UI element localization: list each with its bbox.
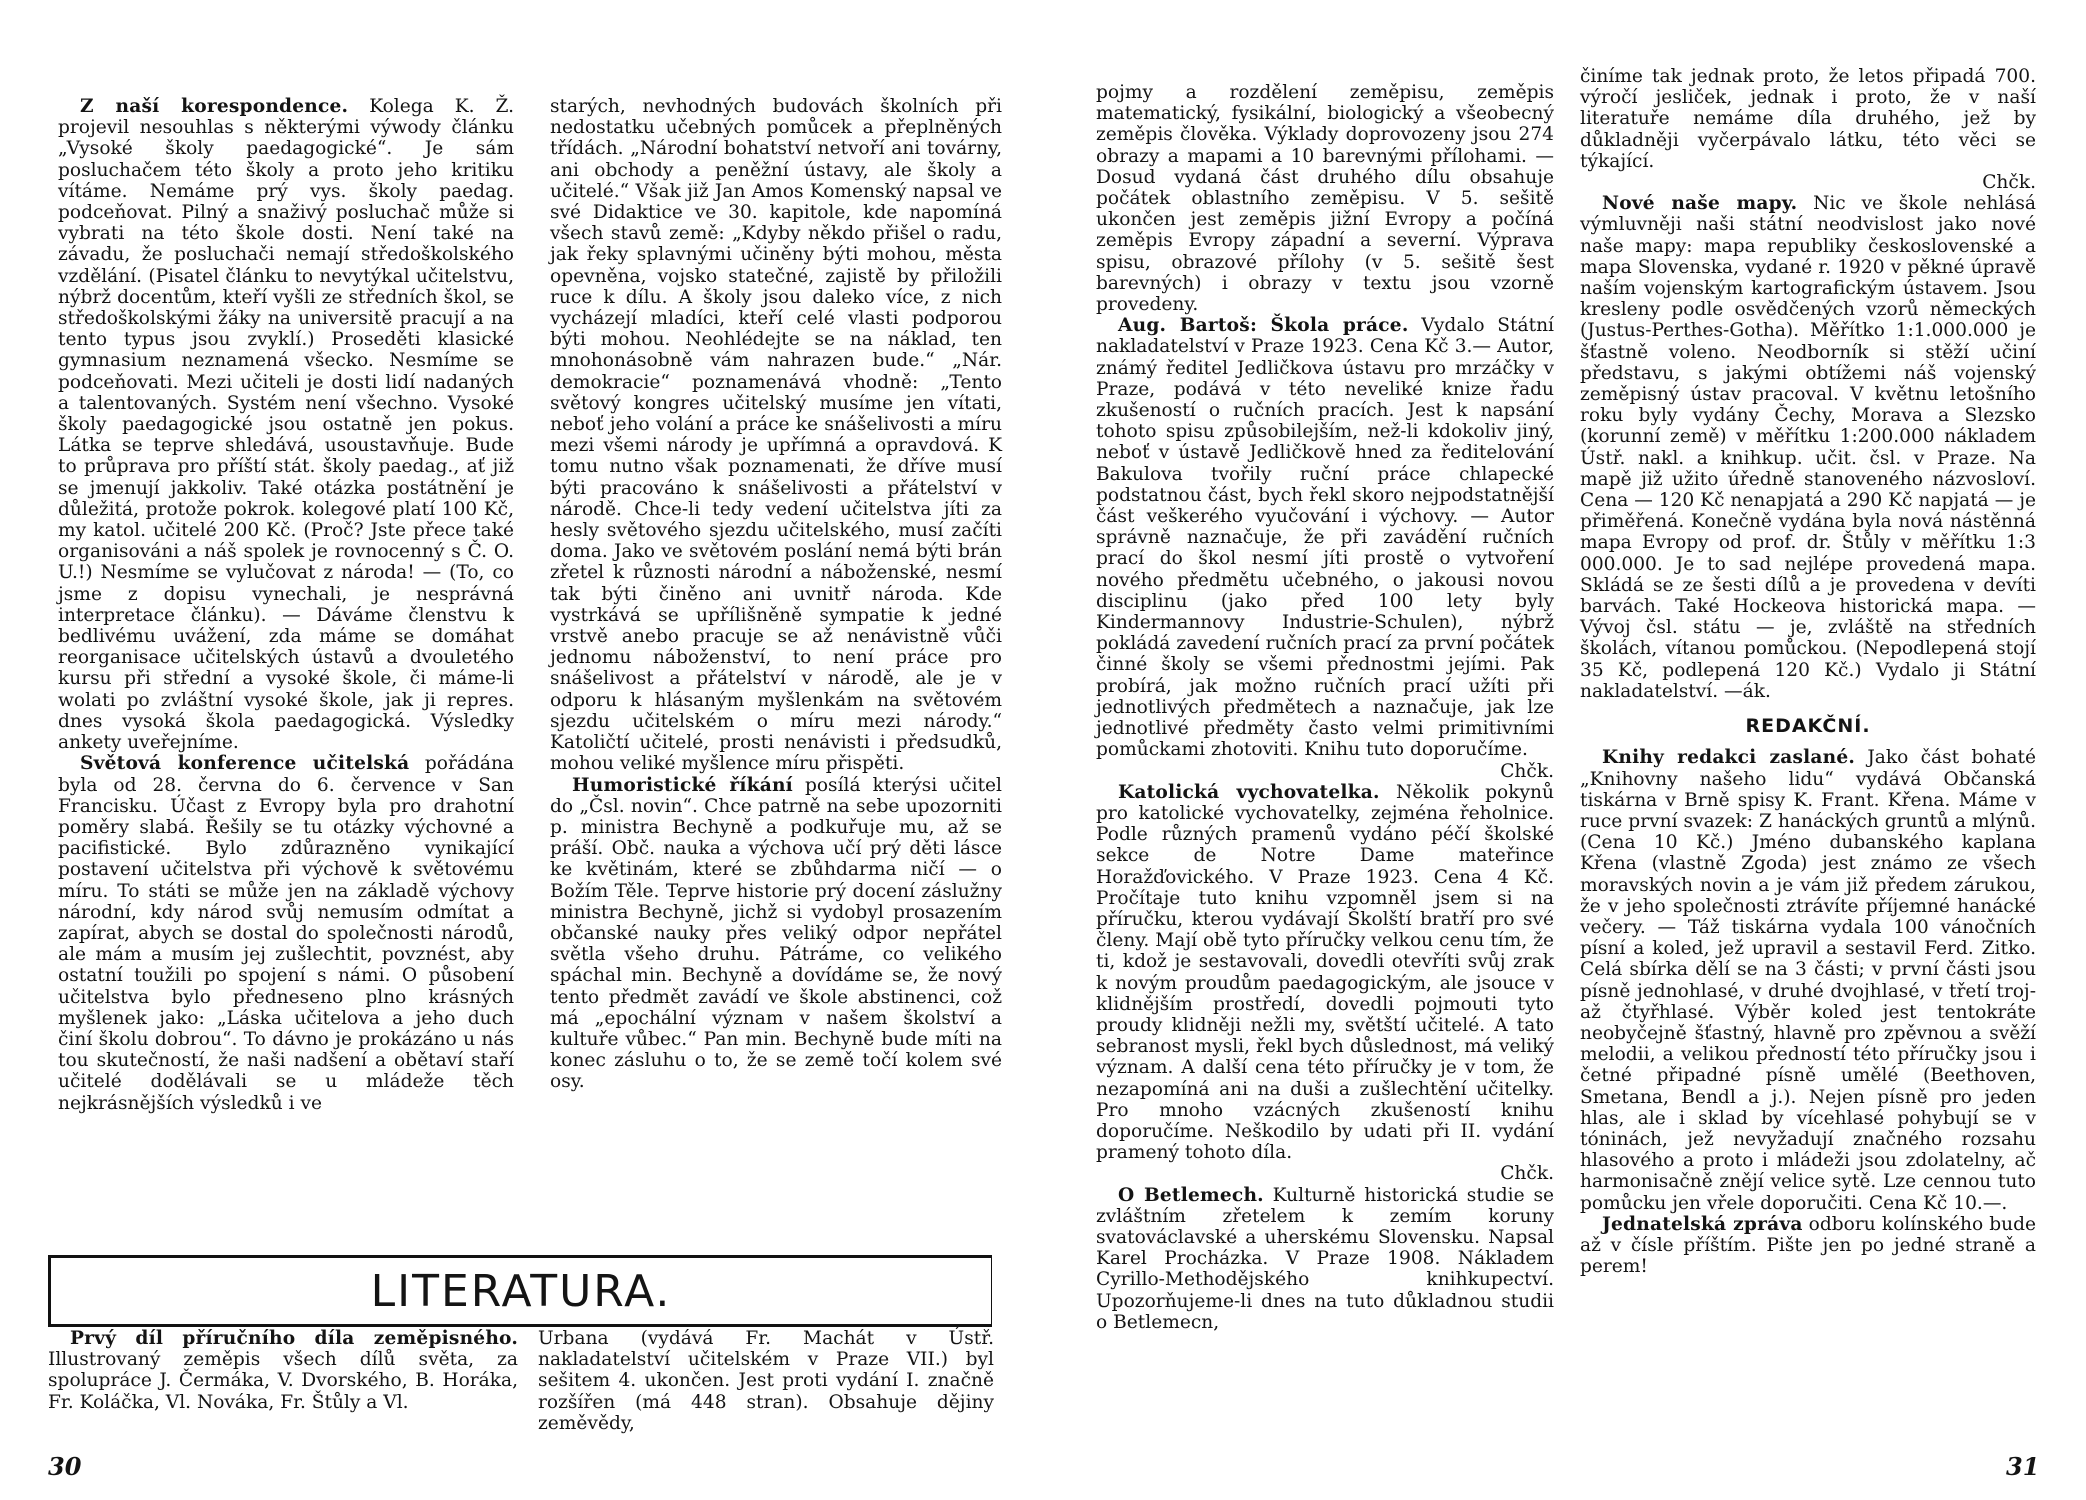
left-col1-paragraph — [58, 96, 514, 753]
lit-column-1 — [48, 1328, 518, 1413]
right-column-2 — [1580, 66, 2036, 1277]
right-col1-paragraph — [1096, 782, 1554, 1164]
left-col2-paragraph — [550, 775, 1002, 1093]
right-col1-signature: Chčk. — [1500, 1163, 1554, 1185]
left-col2-paragraph — [550, 96, 1002, 775]
lit-col1-head: Prvý díl příručního díla zeměpisného. — [70, 1328, 518, 1349]
left-col2-text: starých, nevhodných budovách školních při nedostatku učebných pomůcek a přeplněných třídách. „Národní bohatství netvoří ani továrny, ani obchody a peněžní ústavy, ale školy a učitelé.“ Však již Jan Amos Komenský napsal ve své Didaktice ve 30. kapitole, kde napomíná všech stavů země: „Kdyby někdo přišel o radu, jak řeky splavnými učiněny býti mohou, města opevněna, vojsko statečné, zajistě by přiložili ruce k dílu. A školy jsou daleko více, z nich vycházejí mladíci, kteří celé vlasti podporou býti mohou. Neohlédejte se na náklad, ten mnohonásobně vám nahrazen bude.“ „Nár. demokracie“ poznamenává vhodně: „Tento světový kongres učitelský musíme jen vítati, neboť jeho volání a práce ke snášelivosti a míru mezi všemi národy je upřímná a opravdová. K tomu nutno však poznamenati, že dříve musí býti pracováno k snášelivosti a přátelství v národě. Chce-li tedy vedení učitelstva jíti za hesly světového sjezdu učitelského, musí začíti doma. Jako ve světovém poslání nemá býti brán zřetel k různosti národní a náboženské, nesmí tak býti činěno ani uvnitř národa. Kde vystrkává se upřílišněně sympatie k jedné vrstvě anebo pracuje se až nenávistně vůči jednomu náboženství, to není práce pro snášelivost a přátelství v národě, ale je v odporu k hlásaným myšlenkám na světovém sjezdu učitelském o míru mezi národy.“ Katoličtí učitelé, prosti nenávisti i předsudků, mohou veliké myšlence míru přispěti. — [550, 96, 1002, 775]
redakcni-heading: REDAKČNÍ. — [1745, 715, 1871, 738]
lit-column-2 — [538, 1328, 994, 1434]
left-page — [0, 0, 1040, 1500]
right-col1-text: Několik pokynů pro katolické vychovatelky, zejména řeholnice. Podle různých pramenů vydáno péčí školské sekce de Notre Dame mateřince Horažďovického. V Praze 1923. Cena 4 Kč. Pročítaje tuto knihu vzpomněl jsem si na příručku, kterou vydávají Školští bratří pro své členy. Mají obě tyto příručky velkou cenu tím, že ti, kdož je sestavovali, dovedli otevříti svůj zrak k novým proudům paedagogickým, ale jsouce v klidnějším prostředí, dovedli pojmouti tyto proudy klidněji nežli my, světští učitelé. A tato sebranost mysli, řekl bych důslednost, má veliký význam. A další cena této příručky je v tom, že nezapomíná ani na duši a zušlechtění učitelky. Pro mnoho vzácných zkušeností knihu doporučíme. Neškodilo by udati při II. vydání pramený tohoto díla. — [1096, 781, 1554, 1164]
literatura-title: LITERATURA. — [370, 1266, 672, 1317]
left-column-2 — [550, 96, 1002, 1093]
right-col2b-text: odboru kolínského bude až v čísle příštím. Pište jen po jedné straně a perem! — [1580, 1213, 2037, 1278]
right-col1-signature: Chčk. — [1500, 760, 1554, 782]
left-col2-heading: Humoristické říkání — [572, 774, 793, 796]
left-col2-text: posílá kterýsi učitel do „Čsl. novin“. Chce patrně na sebe upozorniti p. ministra Bechyně a podkuřuje mu, až se práší. Obč. nauka a výchova učí prý děti lásce ke květinám, které se zbůhdarma ničí — o Božím Těle. Teprve historie prý docení záslužny ministra Bechyně, jichž si vydobyl prosazením občanské nauky přes veliký odpor nepřátel světla všeho druhu. Pátráme, co velikého spáchal min. Bechyně a dovídáme se, že nový tento předmět zavádí ve škole abstinenci, což má „epochální význam v našem školství a kultuře vůbec.“ Pan min. Bechyně bude míti na konec zásluhu o to, že se země točí kolem své osy. — [550, 774, 1002, 1093]
lit-col2-text: Urbana (vydává Fr. Machát v Ústř. nakladatelství učitelském v Praze VII.) byl sešitem 4. ukončen. Jest proti vydání I. značně rozšířen (má 448 stran). Obsahuje dějiny zeměvědy, — [538, 1328, 994, 1434]
page-number-left: 30 — [48, 1452, 82, 1481]
right-col1-text: Vydalo Státní nakladatelství v Praze 1923. Cena Kč 3.— Autor, známý ředitel Jedličkova ústavu pro mrzáčky v Praze, podává v této neveliké knize řadu zkušeností o ručních pracích. Jest k napsání tohoto spisu způsobilejším, než-li kdokoliv jiný, neboť v ústavě Jedličkově hned za ředitelování Bakulova tvořily ruční práce chlapecké podstatnou část, bych řekl skoro nejpodstatnější část veškerého vyučování i výchovy. — Autor správně naznačuje, že při zavádění ručních prací do škol nesmí jíti prostě o vytvoření nového předmětu učebného, o jakousi novou disciplinu (jako před 100 lety byly Kindermannovy Industrie-Schulen), nýbrž pokládá zavedení ručních prací za první počátek činné školy se všemi přednostmi jejími. Pak probírá, jak možno ručních prací užíti při jednotlivých předmětech a naznačuje, jak lze jednotlivé předměty často velmi primitivními pomůckami zhotoviti. Knihu tuto doporučíme. — [1096, 315, 1554, 761]
left-col1-paragraph — [58, 753, 514, 1113]
right-col2-paragraph — [1580, 66, 2036, 172]
right-col2-signature: Chčk. — [1982, 172, 2036, 194]
left-col1-text: pořádána byla od 28. června do 6. července v San Francisku. Účast z Evropy byla pro drahotní poměry slabá. Řešily se tu otázky výchovné a pacifistické. Bylo zdůrazněno vynikající postavení učitelstva při výchově k světovému míru. To státi se může jen na základě výchovy národní, kdy národ svůj nemusím odmítat a zapírat, abych se dostal do společnosti národů, ale mám a musím jej zušlechtit, povznést, aby ostatní toužili po spojení s námi. O působení učitelstva bylo předneseno plno krásných myšlenek jako: „Láska učitelova a jeho duch činí školu dobrou“. To dávno je prokázáno u nás tou skutečností, že naši nadšení a obětaví staří učitelé dodělávali se u mládeže těch nejkrásnějších výsledků i ve — [58, 753, 515, 1114]
left-column-1 — [58, 96, 514, 1114]
right-col2b-paragraph — [1580, 747, 2036, 1213]
right-col2b-heading: Knihy redakci zaslané. — [1602, 747, 1856, 769]
right-col1-heading: Katolická vychovatelka. — [1118, 781, 1380, 803]
right-col1-paragraph — [1096, 1185, 1554, 1333]
right-col2-heading: Nové naše mapy. — [1602, 193, 1798, 215]
right-col1-paragraph — [1096, 315, 1554, 760]
right-column-1 — [1096, 82, 1554, 1333]
right-col2-paragraph — [1580, 193, 2036, 702]
right-col1-heading: O Betlemech. — [1118, 1184, 1264, 1206]
right-col2b-paragraph — [1580, 1214, 2036, 1278]
right-col2b-heading: Jednatelská zpráva — [1602, 1213, 1803, 1235]
right-col1-heading: Aug. Bartoš: Škola práce. — [1118, 315, 1409, 337]
literatura-banner — [48, 1255, 992, 1327]
page-number-right: 31 — [2006, 1452, 2040, 1481]
left-col1-heading: Z naší korespondence. — [80, 96, 349, 117]
right-col2-text: činíme tak jednak proto, že letos připadá 700. výročí jesliček, jednak i proto, že v naší literatuře nemáme díla druhého, jež by důkladněji vyčerpávalo látku, této věci se týkající. — [1580, 66, 2036, 172]
left-col1-heading: Světová konference učitelská — [80, 753, 410, 775]
right-col2-text: Nic ve škole nehlásá výmluvněji naši státní neodvislost jako nové naše mapy: mapa republiky československé a mapa Slovenska, vydané r. 1920 v pěkné úpravě naším vojenským kartografickým ústavem. Jsou kresleny podle osvědčených vzorů německých (Justus-Perthes-Gotha). Měřítko 1:1.000.000 je šťastně voleno. Neodborník si stěží učiní představu, s jakými obtížemi náš vojenský zeměpisný ústav pracoval. V květnu letošního roku byly vydány Čechy, Morava a Slezsko (korunní země) v měřítku 1:200.000 nákladem Ústř. nakl. a knihkup. učit. čsl. v Praze. Na mapě již užito úředně stanoveného názvosloví. Cena — 120 Kč nenapjatá a 290 Kč napjatá — je přiměřená. Konečně vydána byla nová nástěnná mapa Evropy od prof. dr. Štůly v měřítku 1:3 000.000. Je to sad nejlépe provedená mapa. Skládá se ze šesti dílů a je provedena v devíti barvách. Také Hockeova historická mapa. — Vývoj čsl. státu — je, zvláště na středních školách, vítanou pomůckou. (Nepodlepená stojí 35 Kč, podlepená 120 Kč.) Vydalo ji Státní nakladatelství. —ák. — [1580, 193, 2036, 702]
lit-col1-text: Illustrovaný zeměpis všech dílů světa, za spolupráce J. Čermáka, V. Dvorského, B. Horáka, Fr. Koláčka, Vl. Nováka, Fr. Štůly a Vl. — [48, 1349, 518, 1413]
right-page — [1040, 0, 2086, 1500]
left-col1-text: Kolega K. Ž. projevil nesouhlas s některými výwody článku „Vysoké školy paedagogické“. Je sám posluchačem této školy a proto jeho kritiku vítáme. Nemáme prý vys. školy paedag. podceňovat. Pilný a snaživý posluchač může si vybrati na této škole dosti. Není také na závadu, že posluchači nemají středoškolského vzdělání. (Pisatel článku to nevytýkal učitelstvu, nýbrž docentům, kteří vyšli ze středních škol, se středoškolskými žáky na universitě pracují a na tento typus jsou zvyklí.) Proseděti klasické gymnasium neznamená všecko. Nesmíme se podceňovati. Mezi učiteli je dosti lidí nadaných a talentovaných. Systém není všechno. Vysoké školy paedagogické jsou ostatně jen pokus. Látka se teprve shledává, usoustavňuje. Bude to průprava pro příští stát. školy paedag., ať již se jmenují jakkoliv. Také otázka postátnění je důležitá, protože pokrok. kolegové platí 100 Kč, my katol. učitelé 200 Kč. (Proč? Jste přece také organisováni a náš spolek je rovnocenný s Č. O. U.!) Nesmíme se vylučovat z národa! — (To, co jsme z dopisu vynechali, je nesprávná interpretace článku). — Dáváme členstvu k bedlivému uvážení, zda máme se domáhat reorganisace učitelských ústavů a dvouletého kursu při střední a vysoké škole, či máme-li wolati po zvláštní vysoké škole, jak ji repres. dnes vysoká škola paedagogická. Výsledky ankety uveřejníme. — [58, 96, 515, 754]
right-col2b-text: Jako část bohaté „Knihovny našeho lidu“ vydává Občanská tiskárna v Brně spisy K. Frant. Křena. Máme v ruce první svazek: Z hanáckých gruntů a mlýnů. (Cena 10 Kč.) Jméno dubanského kaplana Křena (vlastně Zgoda) jest známo ze všech moravských novin a je vám již předem zárukou, že v jeho společnosti ztrávíte příjemné hanácké večery. — Táž tiskárna vydala 100 vánočních písní a koled, jež upravil a sestavil Ferd. Zitko. Celá sbírka dělí se na 3 části; v první části jsou písně jednohlasé, v druhé dvojhlasé, v třetí troj- až čtyřhlasé. Výběr koled jest tentokráte neobyčejně šťastný, hlavně pro zpěvnou a svěží melodii, a velikou předností této příručky jsou i četné připadné písně umělé (Beethoven, Smetana, Bendl a j.). Nejen písně pro jeden hlas, ale i sklad by vícehlasé pohybují se v tóninách, jež nevyžadují značného rozsahu hlasového a proto i mládeži jsou zdolatelny, ač harmonisačně znějí velice sytě. Lze cennou tuto pomůcku jen vřele doporučiti. Cena Kč 10.—. — [1580, 747, 2036, 1214]
right-col1-paragraph — [1096, 82, 1554, 315]
right-col1-text: pojmy a rozdělení zeměpisu, zeměpis matematický, fysikální, biologický a všeobecný zeměpis člověka. Výklady doprovozeny jsou 274 obrazy a mapami a 10 barevnými přílohami. — Dosud vydaná část druhého dílu obsahuje počátek oblastního zeměpisu. V 5. sešitě ukončen jest zeměpis jižní Evropy a počíná zeměpis Evropy západní a severní. Výprava spisu, obrazové přílohy (v 5. sešitě šest barevných) i obrazy v textu jsou vzorně provedeny. — [1096, 82, 1554, 316]
right-col1-text: Kulturně historická studie se zvláštním zřetelem k zemím koruny svatováclavské a uherskému Slovensku. Napsal Karel Procházka. V Praze 1908. Nákladem Cyrillo-Methodějského knihkupectví. Upozorňujeme-li dnes na tuto důkladnou studii o Betlemecn, — [1096, 1184, 1554, 1333]
